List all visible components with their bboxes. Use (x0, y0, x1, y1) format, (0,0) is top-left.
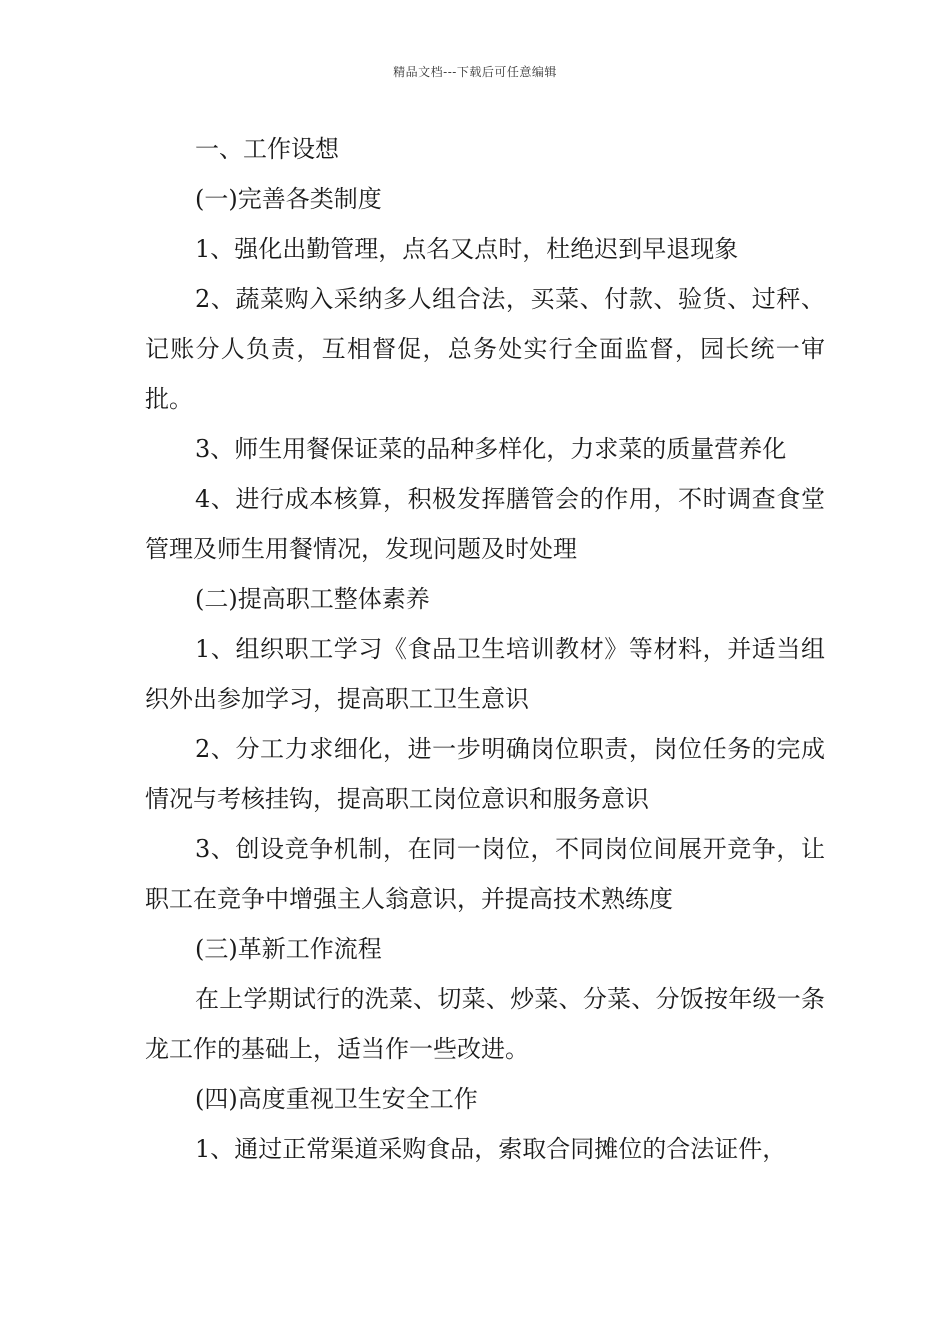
paragraph-vegetable-purchase: 2、蔬菜购入采纳多人组合法，买菜、付款、验货、过秤、记账分人负责，互相督促，总务处实行全面监督，园长统一审批。 (145, 285, 825, 413)
document-body (145, 124, 825, 1174)
paragraph-procurement: 1、通过正常渠道采购食品，索取合同摊位的合法证件， (195, 1135, 787, 1163)
page-header: 精品文档---下载后可任意编辑 (393, 65, 557, 79)
paragraph-meal-variety: 3、师生用餐保证菜的品种多样化，力求菜的质量营养化 (195, 435, 787, 463)
paragraph-cost-accounting: 4、进行成本核算，积极发挥膳管会的作用，不时调查食堂管理及师生用餐情况，发现问题及时处理 (145, 485, 825, 563)
paragraph-division-of-labor: 2、分工力求细化，进一步明确岗位职责，岗位任务的完成情况与考核挂钩，提高职工岗位意识和服务意识 (145, 735, 825, 813)
subheading-improve-systems: (一)完善各类制度 (195, 185, 382, 213)
subheading-hygiene-safety: (四)高度重视卫生安全工作 (195, 1085, 478, 1113)
paragraph-staff-training: 1、组织职工学习《食品卫生培训教材》等材料，并适当组织外出参加学习，提高职工卫生意识 (145, 635, 825, 713)
subheading-staff-quality: (二)提高职工整体素养 (195, 585, 430, 613)
paragraph-attendance: 1、强化出勤管理，点名又点时，杜绝迟到早退现象 (195, 235, 739, 263)
paragraph-workflow-improvement: 在上学期试行的洗菜、切菜、炒菜、分菜、分饭按年级一条龙工作的基础上，适当作一些改进。 (145, 985, 825, 1063)
subheading-workflow: (三)革新工作流程 (195, 935, 382, 963)
paragraph-competition: 3、创设竞争机制，在同一岗位，不同岗位间展开竞争，让职工在竞争中增强主人翁意识，并提高技术熟练度 (145, 835, 825, 913)
section-heading-work-plan: 一、工作设想 (195, 135, 339, 163)
